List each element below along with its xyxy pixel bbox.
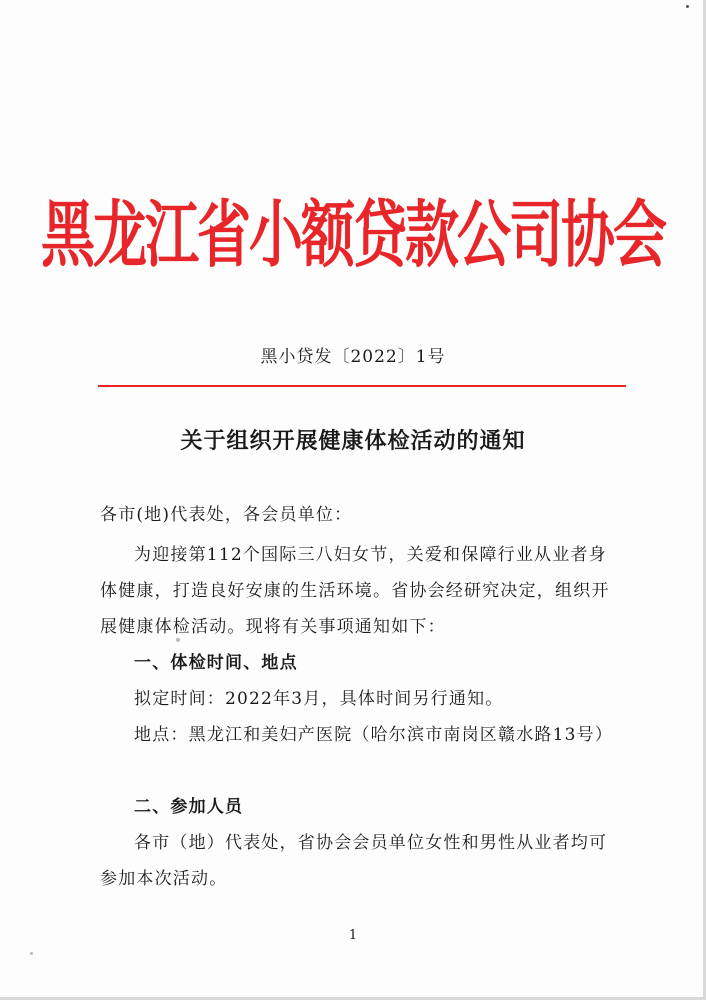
section2-heading: 二、参加人员 (134, 797, 244, 817)
red-divider-line (98, 385, 626, 387)
section1-heading: 一、体检时间、地点 (134, 653, 298, 673)
section1-place: 地点：黑龙江和美妇产医院（哈尔滨市南岗区赣水路13号） (134, 725, 614, 745)
intro-paragraph: 为迎接第112个国际三八妇女节，关爱和保障行业从业者身体健康，打造良好安康的生活环境。省协会经研究决定，组织开展健康体检活动。现将有关事项通知如下： (100, 545, 610, 637)
section2-paragraph: 各市（地）代表处，省协会会员单位女性和男性从业者均可参加本次活动。 (100, 833, 608, 889)
salutation: 各市(地)代表处，各会员单位： (100, 505, 353, 525)
page-number: 1 (348, 928, 358, 943)
document-title: 关于组织开展健康体检活动的通知 (180, 428, 526, 454)
section1-time: 拟定时间：2022年3月，具体时间另行通知。 (134, 689, 504, 709)
organization-header: 黑龙江省小额贷款公司协会 (41, 191, 665, 278)
scan-speck (30, 952, 33, 955)
scan-speck (686, 5, 689, 8)
document-number: 黑小贷发〔2022〕1号 (260, 347, 446, 367)
